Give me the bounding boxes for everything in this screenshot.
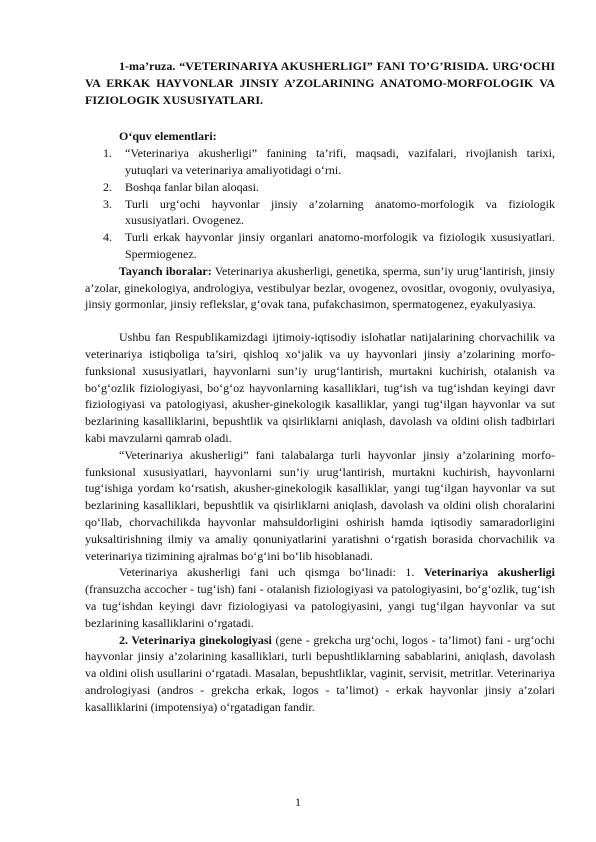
paragraph-2: “Veterinariya akusherligi” fani talabalarga turli hayvonlar jinsiy a’zolarining morfo-funksional xususiyatlari, hayvonlarni sun’iy urug‘lantirish, murtakni kuchirish, hayvonlarni tug‘ishiga yordam ko‘rsatish, akusher-ginekologik kasalliklar, yangi tug‘ilgan hayvonlar va sut bezlarining kasalliklari, bepushtlik va qisirliklarni aniqlash, davolash va oldini olish choralarini qo‘llab, chorvachilikda hayvonlar mahsuldorligini oshirish hamda iqtisodiy samaradorligini yuksaltirishning ilmiy va amaliy qonuniyatlarini yaratishni o‘rgatish borasida chorvachilik va veterinariya tizimining ajralmas bo‘g‘ini bo‘lib hisoblanadi. xyxy=(85,447,555,563)
list-text: Boshqa fanlar bilan aloqasi. xyxy=(125,179,259,194)
list-number: 2. xyxy=(103,179,112,194)
list-item xyxy=(85,196,555,230)
list-item xyxy=(85,145,555,179)
page-content xyxy=(85,58,555,715)
elements-list xyxy=(85,145,555,263)
paragraph-3 xyxy=(85,564,555,631)
page-number: 1 xyxy=(295,795,301,809)
keywords-label: Tayanch iboralar: xyxy=(119,263,212,278)
term-akusherligi: Veterinariya akusherligi xyxy=(423,565,555,580)
paragraph-3-intro: Veterinariya akusherligi fani uch qismga bo‘linadi: 1. xyxy=(119,565,424,580)
list-item xyxy=(85,179,555,196)
spacer xyxy=(85,108,555,128)
list-number: 4. xyxy=(103,230,112,245)
paragraph-3-body: (fransuzcha accocher - tug‘ish) fani - otalanish fiziologiyasi va patologiyasini, bo‘g‘ozlik, tug‘ish va tug‘ishdan keyingi davr fiziologiyasi va patologiyasini, yangi tug‘ilgan hayvonlar va sut bezlarining kasalliklarini o‘rgatadi. xyxy=(85,582,555,630)
list-number: 1. xyxy=(103,146,112,161)
keywords-text: Veterinariya akusherligi, genetika, sperma, sun’iy urug‘lantirish, jinsiy a’zolar, ginekologiya, andrologiya, vestibulyar bezlar, ovogenez, ovositlar, ovogoniy, ovulyasiya, jinsiy gormonlar, jinsiy reflekslar, g‘ovak tana, pufakchasimon, spermatogenez, eyakulyasiya. xyxy=(85,263,555,312)
list-text: “Veterinariya akusherligi” fanining ta’rifi, maqsadi, vazifalari, rivojlanish tarixi, yutuqlari va veterinariya amaliyotidagi o‘rni. xyxy=(125,146,555,177)
paragraph-1: Ushbu fan Respublikamizdagi ijtimoiy-iqtisodiy islohatlar natijalarining chorvachilik va veterinariya istiqboliga ta’siri, qishloq xo‘jalik va uy hayvonlari jinsiy a’zolarining morfo-funksional xususiyatlari, hayvonlarni sun’iy urug‘lantirish, murtakni kuchirish, otalanish va bo‘g‘ozlik fiziologiyasi, bo‘g‘oz hayvonlarning kasalliklari, tug‘ish va tug‘ishdan keyingi davr fiziologiyasi va patologiyasi, akusher-ginekologik kasalliklar, yangi tug‘ilgan hayvonlar va sut bezlarining kasalliklarini, bepushtlik va qisirliklarni aniqlash, davolash va oldini olish tadbirlari kabi mavzularni qamrab oladi. xyxy=(85,330,555,445)
list-item xyxy=(85,229,555,263)
list-text: Turli erkak hayvonlar jinsiy organlari anatomo-morfologik va fiziologik xususiyatlari. Spermiogenez. xyxy=(125,230,555,261)
list-text: Turli urg‘ochi hayvonlar jinsiy a’zolarning anatomo-morfologik va fiziologik xususiyatlari. Ovogenez. xyxy=(125,196,555,228)
term-ginekologiyasi: 2. Veterinariya ginekologiyasi xyxy=(119,632,272,647)
paragraph-4-body: (gene - grekcha urg‘ochi, logos - ta’limot) fani - urg‘ochi hayvonlar jinsiy a’zolarining kasalliklari, turli bepushtliklarning sabablarini, aniqlash, davolash va oldini olish usullarini o‘rgatadi. Masalan, bepushtliklar, vaginit, servisit, metritlar. Veterinariya andrologiyasi (andros - grekcha erkak, logos - ta’limot) - erkak hayvonlar jinsiy a’zolari kasalliklarini (impotensiya) o‘rgatadigan fandir. xyxy=(85,632,555,714)
elements-heading: O‘quv elementlari: xyxy=(119,129,217,144)
list-number: 3. xyxy=(103,196,112,211)
paragraph-4 xyxy=(85,632,555,716)
keywords-paragraph xyxy=(85,263,555,313)
spacer xyxy=(85,313,555,329)
lecture-title: 1-ma’ruza. “VETERINARIYA AKUSHERLIGI” FANI TO’G’RISIDA. URG‘OCHI VA ERKAK HAYVONLAR JINSIY A’ZOLARINING ANATOMO-MORFOLOGIK VA FIZIOLOGIK XUSUSIYATLARI. xyxy=(85,59,555,107)
